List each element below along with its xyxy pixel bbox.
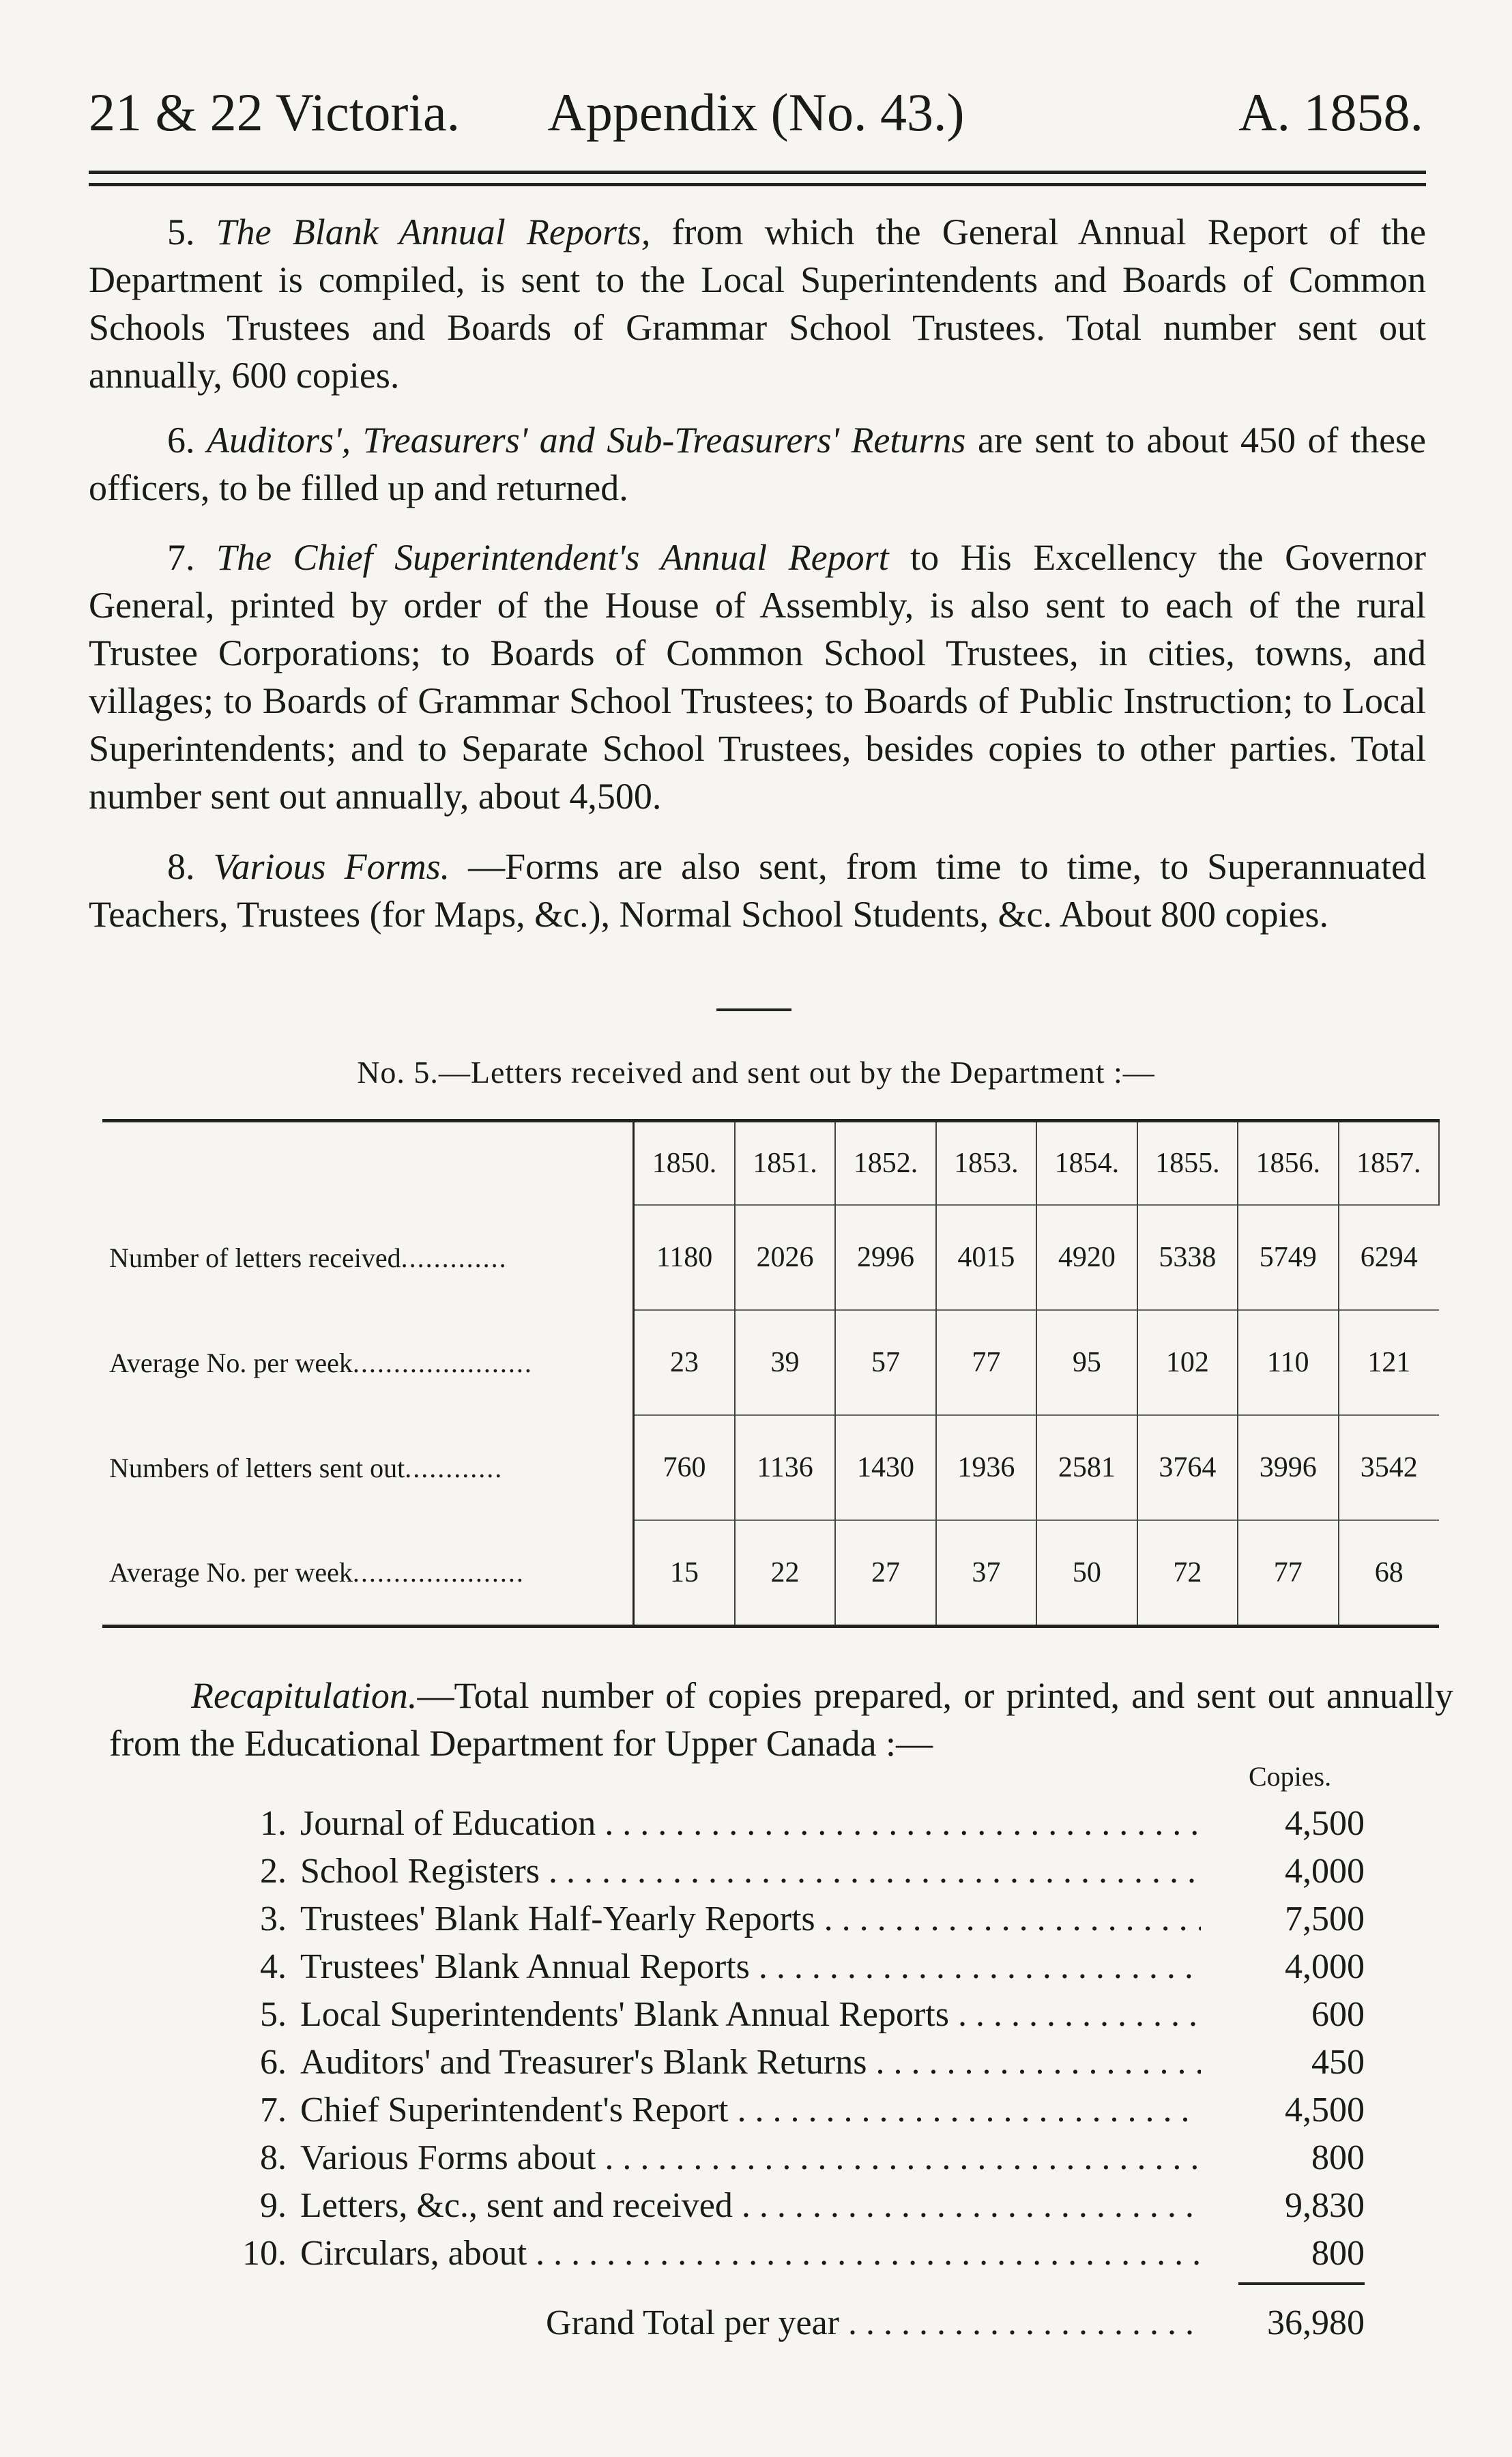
list-item: 7. Chief Superintendent's Report . . . 4,500 [232,2087,1365,2134]
running-header-left: 21 & 22 Victoria. [89,83,461,142]
table-cell: 39 [735,1310,835,1415]
table-cell: 77 [1238,1520,1338,1627]
list-item: 3. Trustees' Blank Half-Yearly Reports . . . 7,500 [232,1895,1365,1943]
section-divider [716,1008,791,1011]
table-header-blank [102,1121,634,1206]
year-header: 1850. [634,1121,735,1206]
table-header-row [102,1121,1439,1206]
letters-table [102,1119,1440,1628]
table-row [102,1520,1439,1627]
list-item: 6. Auditors' and Treasurer's Blank Returns . . . 450 [232,2039,1365,2087]
paragraph-text: from which the General Annual Report of the Department is compiled, is sent to the Local Superintendents and Boards of Common Schools Trustees and Boards of Grammar School Trustees. Total number sent out annually, 600 copies. [89,212,1426,396]
paragraph-number: 6. [167,420,195,461]
paragraph-6 [89,416,1426,512]
table-cell: 23 [634,1310,735,1415]
paragraph-text: are sent to about 450 of these officers, to be filled up and returned. [89,420,1427,508]
table-cell: 77 [936,1310,1036,1415]
table-cell: 4920 [1036,1205,1137,1310]
header-rule-bottom [89,183,1426,186]
table-cell: 27 [835,1520,935,1627]
table-cell: 22 [735,1520,835,1627]
table-cell: 3764 [1137,1415,1238,1520]
list-item: 4. Trustees' Blank Annual Reports . . . 4,000 [232,1943,1365,1991]
row-label: Average No. per week..................... [102,1520,634,1627]
list-item: 1. Journal of Education . . . 4,500 [232,1800,1365,1848]
table-cell: 1936 [936,1415,1036,1520]
row-label: Average No. per week...................... [102,1310,634,1415]
paragraph-5 [89,208,1426,399]
recapitulation-intro [109,1672,1453,1767]
recapitulation-list [232,1800,1365,2278]
table-cell: 95 [1036,1310,1137,1415]
table-row [102,1310,1439,1415]
paragraph-8 [89,843,1426,938]
table-cell: 3996 [1238,1415,1338,1520]
running-header-center: Appendix (No. 43.) [547,83,965,142]
copies-column-header: Copies. [1249,1761,1332,1792]
table-cell: 4015 [936,1205,1036,1310]
table-cell: 760 [634,1415,735,1520]
recap-text: —Total number of copies prepared, or printed, and sent out annually from the Educational Department for Upper Canada :— [109,1675,1453,1764]
table-cell: 72 [1137,1520,1238,1627]
paragraph-text: —Forms are also sent, from time to time, to Superannuated Teachers, Trustees (for Maps, &c.), Normal School Students, &c. About 800 copies. [89,846,1427,935]
table-cell: 3542 [1339,1415,1440,1520]
grand-total-label: Grand Total per year . . . [546,2299,1201,2347]
total-rule [1238,2282,1365,2285]
table-cell: 2996 [835,1205,935,1310]
year-header: 1854. [1036,1121,1137,1206]
year-header: 1856. [1238,1121,1338,1206]
table-cell: 50 [1036,1520,1137,1627]
paragraph-lead: The Chief Superintendent's Annual Report [216,537,889,578]
recap-lead: Recapitulation. [191,1675,418,1716]
table-cell: 1430 [835,1415,935,1520]
table-cell: 15 [634,1520,735,1627]
paragraph-lead: Auditors', Treasurers' and Sub-Treasurers' Returns [207,420,966,461]
table-row [102,1415,1439,1520]
list-item: 9. Letters, &c., sent and received . . . 9,830 [232,2182,1365,2230]
paragraph-7 [89,534,1426,820]
paragraph-lead: Various Forms. [213,846,450,887]
table-cell: 37 [936,1520,1036,1627]
table-cell: 2581 [1036,1415,1137,1520]
table-cell: 1136 [735,1415,835,1520]
paragraph-number: 7. [167,537,195,578]
table-cell: 5749 [1238,1205,1338,1310]
header-rule-top [89,171,1426,174]
row-label: Number of letters received............. [102,1205,634,1310]
table-cell: 2026 [735,1205,835,1310]
year-header: 1852. [835,1121,935,1206]
year-header: 1855. [1137,1121,1238,1206]
table-cell: 57 [835,1310,935,1415]
list-item: 5. Local Superintendents' Blank Annual Reports . . . 600 [232,1991,1365,2039]
table-cell: 110 [1238,1310,1338,1415]
list-item: 2. School Registers . . . 4,000 [232,1848,1365,1895]
table-cell: 6294 [1339,1205,1440,1310]
running-header-right: A. 1858. [1238,83,1423,142]
table-cell: 5338 [1137,1205,1238,1310]
year-header: 1851. [735,1121,835,1206]
list-item: 8. Various Forms about . . . 800 [232,2134,1365,2182]
grand-total-value: 36,980 [1267,2303,1365,2342]
paragraph-lead: The Blank Annual Reports, [216,212,651,252]
table-cell: 68 [1339,1520,1440,1627]
paragraph-number: 8. [167,846,195,887]
paragraph-text: to His Excellency the Governor General, printed by order of the House of Assembly, is also sent to each of the rural Trustee Corporations; to Boards of Common School Trustees, in cities, towns, and villages; to Boards of Grammar School Trustees; to Boards of Public Instruction; to Local Superintendents; and to Separate School Trustees, besides copies to other parties. Total number sent out annually, about 4,500. [89,537,1427,817]
grand-total [546,2299,1365,2347]
table-cell: 102 [1137,1310,1238,1415]
paragraph-number: 5. [167,212,195,252]
row-label: Numbers of letters sent out............ [102,1415,634,1520]
table-cell: 1180 [634,1205,735,1310]
year-header: 1857. [1339,1121,1440,1206]
year-header: 1853. [936,1121,1036,1206]
list-item: 10. Circulars, about . . . 800 [232,2230,1365,2278]
table-title: No. 5.—Letters received and sent out by the Department :— [357,1055,1155,1090]
table-cell: 121 [1339,1310,1440,1415]
table-row [102,1205,1439,1310]
